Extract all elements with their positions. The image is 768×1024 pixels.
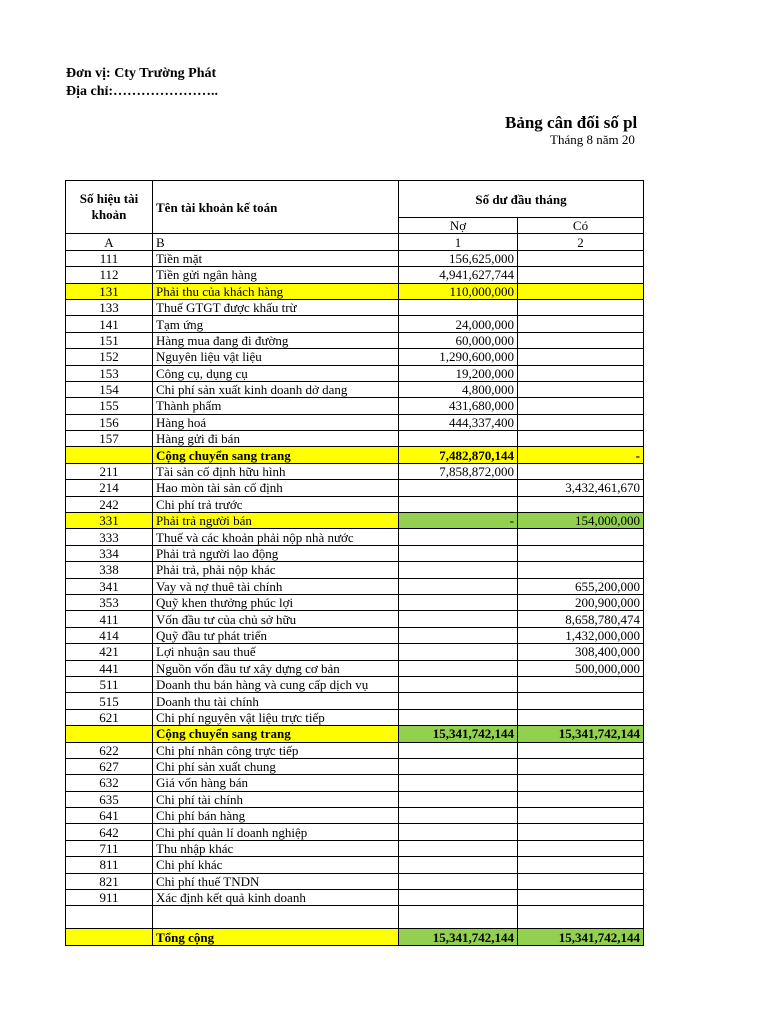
table-row: [66, 398, 644, 414]
credit-value: 1,432,000,000: [518, 627, 644, 643]
account-code: 911: [66, 890, 153, 906]
account-code: 112: [66, 267, 153, 283]
account-code: 821: [66, 873, 153, 889]
debit-value: [399, 808, 518, 824]
account-code: 421: [66, 644, 153, 660]
table-row: [66, 840, 644, 856]
account-code: 157: [66, 431, 153, 447]
credit-value: 15,341,742,144: [518, 929, 644, 945]
account-name: [153, 906, 399, 929]
debit-value: [399, 299, 518, 315]
account-name: Thành phẩm: [153, 398, 399, 414]
account-name: Vay và nợ thuê tài chính: [153, 578, 399, 594]
table-row: [66, 906, 644, 929]
debit-value: 7,482,870,144: [399, 447, 518, 463]
debit-value: [399, 873, 518, 889]
table-row: [66, 627, 644, 643]
account-name: Hao mòn tài sản cố định: [153, 480, 399, 496]
debit-value: 4,941,627,744: [399, 267, 518, 283]
company-unit: Đơn vị: Cty Trường Phát: [66, 66, 217, 81]
table-row: [66, 529, 644, 545]
table-row: [66, 890, 644, 906]
account-name: Hàng hoá: [153, 414, 399, 430]
table-row: [66, 660, 644, 676]
account-name: Tài sản cố định hữu hình: [153, 463, 399, 479]
account-code: 441: [66, 660, 153, 676]
balance-table: [65, 180, 644, 946]
table-row: [66, 414, 644, 430]
account-name: Chi phí tài chính: [153, 791, 399, 807]
debit-value: [399, 758, 518, 774]
table-row: [66, 808, 644, 824]
account-name: Tiền gửi ngân hàng: [153, 267, 399, 283]
credit-value: [518, 414, 644, 430]
credit-value: [518, 840, 644, 856]
account-name: Quỹ khen thưởng phúc lợi: [153, 594, 399, 610]
debit-value: [399, 857, 518, 873]
account-code: 152: [66, 349, 153, 365]
debit-value: 24,000,000: [399, 316, 518, 332]
credit-value: [518, 791, 644, 807]
account-code: 333: [66, 529, 153, 545]
account-name: Cộng chuyển sang trang: [153, 447, 399, 463]
table-row: [66, 824, 644, 840]
account-code: 627: [66, 758, 153, 774]
debit-value: [399, 775, 518, 791]
account-code: 635: [66, 791, 153, 807]
credit-value: [518, 693, 644, 709]
account-name: Doanh thu bán hàng và cung cấp dịch vụ: [153, 676, 399, 692]
col-debit-header: Nợ: [399, 218, 518, 234]
account-name: Chi phí khác: [153, 857, 399, 873]
account-code: 622: [66, 742, 153, 758]
credit-value: 3,432,461,670: [518, 480, 644, 496]
table-row: [66, 562, 644, 578]
debit-value: [399, 693, 518, 709]
credit-value: [518, 857, 644, 873]
col-credit-header: Có: [518, 218, 644, 234]
credit-value: [518, 562, 644, 578]
account-name: Chi phí sản xuất kinh doanh dở dang: [153, 381, 399, 397]
debit-value: [399, 480, 518, 496]
account-name: Tạm ứng: [153, 316, 399, 332]
debit-value: 156,625,000: [399, 250, 518, 266]
credit-value: [518, 873, 644, 889]
account-code: 341: [66, 578, 153, 594]
table-row: [66, 791, 644, 807]
account-name: Chi phí nhân công trực tiếp: [153, 742, 399, 758]
credit-value: [518, 463, 644, 479]
debit-value: 444,337,400: [399, 414, 518, 430]
debit-value: 431,680,000: [399, 398, 518, 414]
debit-value: [399, 529, 518, 545]
account-name: Phải trả người bán: [153, 513, 399, 529]
account-code: 353: [66, 594, 153, 610]
table-row: [66, 857, 644, 873]
table-row: [66, 381, 644, 397]
account-code: [66, 906, 153, 929]
table-row: [66, 299, 644, 315]
account-code: 155: [66, 398, 153, 414]
table-row: [66, 644, 644, 660]
col-name-header: Tên tài khoản kế toán: [153, 181, 399, 234]
table-row: [66, 349, 644, 365]
credit-value: [518, 890, 644, 906]
credit-value: [518, 906, 644, 929]
account-code: 153: [66, 365, 153, 381]
debit-value: [399, 660, 518, 676]
company-address: Địa chỉ:…………………..: [66, 84, 219, 99]
credit-value: [518, 545, 644, 561]
account-code: [66, 726, 153, 742]
debit-value: 4,800,000: [399, 381, 518, 397]
table-row: [66, 283, 644, 299]
debit-value: [399, 562, 518, 578]
debit-value: 7,858,872,000: [399, 463, 518, 479]
account-code: 642: [66, 824, 153, 840]
debit-value: 19,200,000: [399, 365, 518, 381]
debit-value: [399, 824, 518, 840]
debit-value: [399, 709, 518, 725]
credit-value: [518, 709, 644, 725]
table-row: [66, 742, 644, 758]
account-name: Tổng cộng: [153, 929, 399, 945]
debit-value: [399, 627, 518, 643]
account-name: Vốn đầu tư của chủ sở hữu: [153, 611, 399, 627]
account-name: Xác định kết quả kinh doanh: [153, 890, 399, 906]
credit-value: [518, 250, 644, 266]
index-b: B: [153, 234, 399, 250]
debit-value: [399, 431, 518, 447]
debit-value: [399, 611, 518, 627]
table-row: [66, 594, 644, 610]
credit-value: -: [518, 447, 644, 463]
account-name: Chi phí trả trước: [153, 496, 399, 512]
account-name: Giá vốn hàng bán: [153, 775, 399, 791]
debit-value: -: [399, 513, 518, 529]
account-code: 811: [66, 857, 153, 873]
credit-value: [518, 529, 644, 545]
credit-value: 500,000,000: [518, 660, 644, 676]
account-name: Chi phí sản xuất chung: [153, 758, 399, 774]
account-name: Nguồn vốn đầu tư xây dựng cơ bản: [153, 660, 399, 676]
table-row: [66, 431, 644, 447]
account-code: [66, 447, 153, 463]
table-row: [66, 709, 644, 725]
account-code: 414: [66, 627, 153, 643]
table-row: [66, 545, 644, 561]
table-row: [66, 250, 644, 266]
account-name: Tiền mặt: [153, 250, 399, 266]
col-code-header: Số hiệu tài khoản: [66, 181, 153, 234]
credit-value: [518, 808, 644, 824]
account-name: Hàng mua đang đi đường: [153, 332, 399, 348]
table-row: [66, 316, 644, 332]
table-row: [66, 676, 644, 692]
account-name: Thu nhập khác: [153, 840, 399, 856]
debit-value: [399, 496, 518, 512]
table-row: [66, 873, 644, 889]
credit-value: [518, 332, 644, 348]
account-code: 131: [66, 283, 153, 299]
credit-value: 655,200,000: [518, 578, 644, 594]
debit-value: 110,000,000: [399, 283, 518, 299]
account-code: 156: [66, 414, 153, 430]
debit-value: 15,341,742,144: [399, 726, 518, 742]
account-code: 133: [66, 299, 153, 315]
account-name: Hàng gửi đi bán: [153, 431, 399, 447]
table-row: [66, 611, 644, 627]
table-row: [66, 365, 644, 381]
credit-value: 154,000,000: [518, 513, 644, 529]
debit-value: [399, 890, 518, 906]
account-code: [66, 929, 153, 945]
account-code: 211: [66, 463, 153, 479]
table-row: [66, 332, 644, 348]
report-subtitle: Tháng 8 năm 20: [550, 132, 635, 147]
account-name: Chi phí quản lí doanh nghiệp: [153, 824, 399, 840]
account-code: 141: [66, 316, 153, 332]
account-name: Thuế GTGT được khấu trừ: [153, 299, 399, 315]
account-code: 214: [66, 480, 153, 496]
credit-value: [518, 349, 644, 365]
credit-value: [518, 431, 644, 447]
debit-value: [399, 545, 518, 561]
account-code: 515: [66, 693, 153, 709]
account-code: 621: [66, 709, 153, 725]
table-row: [66, 496, 644, 512]
index-2: 2: [518, 234, 644, 250]
table-row: [66, 267, 644, 283]
report-title: Bảng cân đối số pl: [505, 113, 638, 132]
account-name: Nguyên liệu vật liệu: [153, 349, 399, 365]
table-row: [66, 929, 644, 945]
credit-value: [518, 742, 644, 758]
debit-value: [399, 644, 518, 660]
credit-value: [518, 316, 644, 332]
table-row: [66, 463, 644, 479]
account-name: Doanh thu tài chính: [153, 693, 399, 709]
account-code: 632: [66, 775, 153, 791]
credit-value: [518, 267, 644, 283]
credit-value: [518, 365, 644, 381]
account-code: 151: [66, 332, 153, 348]
credit-value: [518, 381, 644, 397]
account-name: Lợi nhuận sau thuế: [153, 644, 399, 660]
account-code: 711: [66, 840, 153, 856]
account-code: 242: [66, 496, 153, 512]
credit-value: [518, 283, 644, 299]
account-code: 338: [66, 562, 153, 578]
account-name: Chi phí bán hàng: [153, 808, 399, 824]
account-name: Thuế và các khoản phải nộp nhà nước: [153, 529, 399, 545]
debit-value: [399, 594, 518, 610]
index-1: 1: [399, 234, 518, 250]
credit-value: 308,400,000: [518, 644, 644, 660]
account-code: 641: [66, 808, 153, 824]
index-a: A: [66, 234, 153, 250]
debit-value: 15,341,742,144: [399, 929, 518, 945]
col-balance-header: Số dư đầu tháng: [399, 181, 644, 218]
debit-value: [399, 906, 518, 929]
credit-value: 15,341,742,144: [518, 726, 644, 742]
debit-value: [399, 742, 518, 758]
table-row: [66, 480, 644, 496]
credit-value: [518, 398, 644, 414]
credit-value: [518, 824, 644, 840]
account-name: Cộng chuyển sang trang: [153, 726, 399, 742]
page-edge-mask: [644, 100, 768, 160]
debit-value: [399, 676, 518, 692]
table-row: [66, 447, 644, 463]
credit-value: 200,900,000: [518, 594, 644, 610]
account-name: Phải trả người lao động: [153, 545, 399, 561]
account-name: Phải trả, phải nộp khác: [153, 562, 399, 578]
account-name: Chi phí thuế TNDN: [153, 873, 399, 889]
account-name: Chi phí nguyên vật liệu trực tiếp: [153, 709, 399, 725]
table-row: [66, 726, 644, 742]
credit-value: [518, 676, 644, 692]
credit-value: 8,658,780,474: [518, 611, 644, 627]
credit-value: [518, 299, 644, 315]
account-name: Công cụ, dụng cụ: [153, 365, 399, 381]
table-row: [66, 578, 644, 594]
account-code: 331: [66, 513, 153, 529]
credit-value: [518, 758, 644, 774]
table-row: [66, 513, 644, 529]
account-code: 334: [66, 545, 153, 561]
account-code: 411: [66, 611, 153, 627]
table-row: [66, 693, 644, 709]
debit-value: 60,000,000: [399, 332, 518, 348]
debit-value: [399, 840, 518, 856]
account-code: 154: [66, 381, 153, 397]
account-name: Quỹ đầu tư phát triển: [153, 627, 399, 643]
debit-value: 1,290,600,000: [399, 349, 518, 365]
credit-value: [518, 775, 644, 791]
credit-value: [518, 496, 644, 512]
table-row: [66, 758, 644, 774]
table-row: [66, 775, 644, 791]
debit-value: [399, 791, 518, 807]
account-name: Phải thu của khách hàng: [153, 283, 399, 299]
account-code: 111: [66, 250, 153, 266]
debit-value: [399, 578, 518, 594]
account-code: 511: [66, 676, 153, 692]
